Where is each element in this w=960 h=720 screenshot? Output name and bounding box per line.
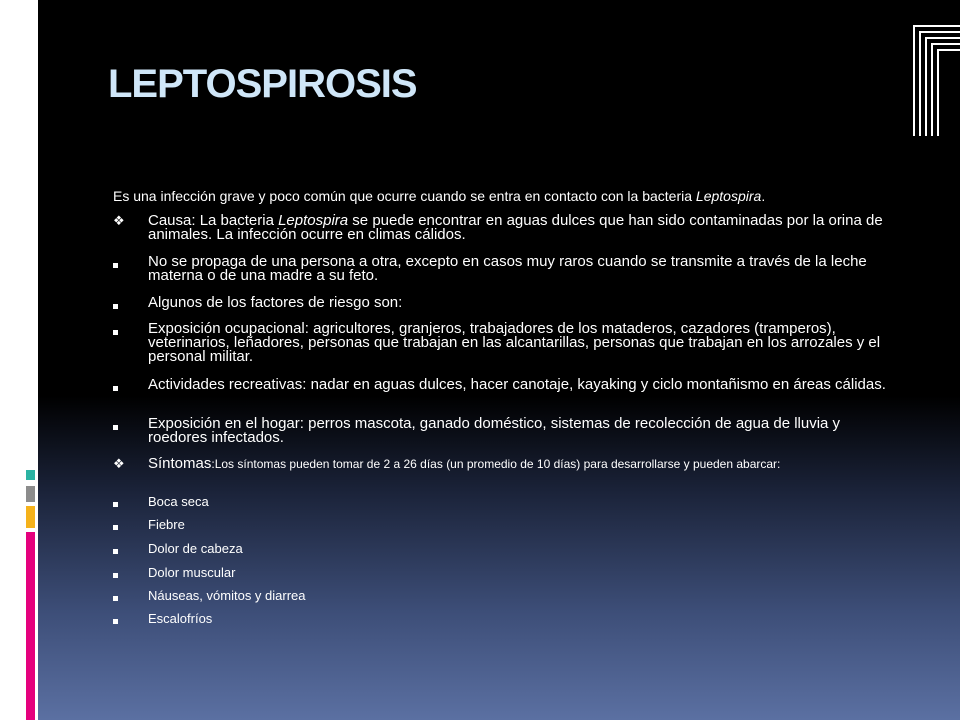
square-bullet-icon xyxy=(113,518,127,533)
intro-paragraph xyxy=(113,188,903,205)
square-bullet-icon xyxy=(113,378,127,395)
square-bullet-icon xyxy=(113,589,127,604)
square-bullet-icon xyxy=(113,542,127,557)
square-bullet-icon xyxy=(113,566,127,581)
slide-title: LEPTOSPIROSIS xyxy=(108,62,417,106)
accent-bar-teal xyxy=(26,470,35,480)
intro-italic-term: Leptospira xyxy=(695,188,762,204)
intro-text-end: . xyxy=(761,188,766,204)
square-bullet-icon xyxy=(113,417,127,434)
square-bullet-icon xyxy=(113,495,127,510)
accent-bar-gray xyxy=(26,486,35,502)
accent-bar-yellow xyxy=(26,506,35,528)
slide: LEPTOSPIROSIS Es una infección grave y poco común que ocurre cuando se entra en contacto con la bacteria Leptospira. ❖ Causa: La bacteria Leptospira se puede encontrar en aguas dulces que han sido contaminadas por la orina de animales. La infección ocurre en climas cálidos. No se propaga de una persona a otra, excepto en casos muy raros cuando se transmite a través de la leche materna o de una madre a su feto. Algunos de los factores de riesgo son: Exposición ocupacional: agricultores, granjeros, trabajadores de los mataderos, cazadores (tramperos), veterinarios, leñadores, personas que trabajan en las alcantarillas, personas que trabajan en los arrozales y el personal militar. Actividades recreativas: nadar en aguas dulces, hacer canotaje, kayaking y ciclo montañismo en áreas cálidas. Exposición en el hogar: perros mascota, ganado doméstico, sistemas de recolección de agua de lluvia y roedores infectados. ❖ Síntomas:Los síntomas pueden tomar de 2 a 26 días (un promedio de 10 días) para desarrollarse y pueden abarcar: Boca seca Fiebre Dolor de cabeza Dolor muscular Náuseas, vómitos y diarrea Escalofríos xyxy=(0,0,960,720)
square-bullet-icon xyxy=(113,612,127,627)
intro-text: Es una infección grave y poco común que ocurre cuando se entra en contacto con la bacteria xyxy=(113,188,696,204)
square-bullet-icon xyxy=(113,296,127,313)
diamond-bullet-icon: ❖ xyxy=(113,456,125,471)
accent-bar-magenta xyxy=(26,532,35,720)
decorative-frame-lines xyxy=(910,22,960,140)
square-bullet-icon xyxy=(113,322,127,339)
diamond-bullet-icon: ❖ xyxy=(113,213,125,228)
square-bullet-icon xyxy=(113,255,127,272)
